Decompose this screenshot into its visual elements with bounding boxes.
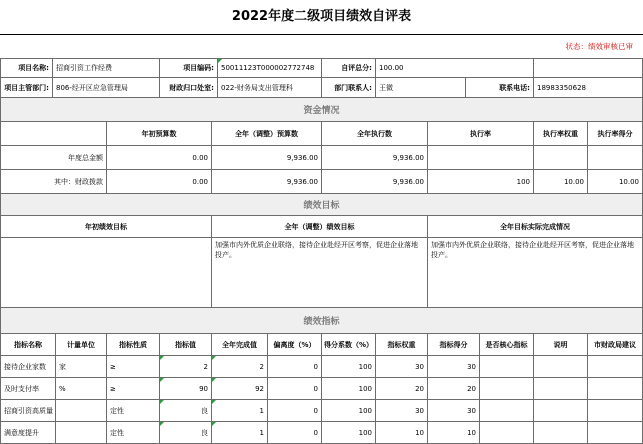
funds-cell: 9,936.00 (322, 146, 428, 170)
funds-header-rate-score: 执行率得分 (588, 122, 643, 146)
ind-advice-cell (588, 400, 643, 422)
ind-weight-cell: 30 (376, 400, 428, 422)
indicator-header-ind-coef: 得分系数（%） (322, 334, 376, 356)
indicator-header-ind-score: 指标得分 (428, 334, 480, 356)
project-name-value: 招商引资工作经费 (53, 58, 160, 78)
ind-note-cell (534, 378, 588, 400)
ind-coef-cell: 100 (322, 400, 376, 422)
ind-core-cell (480, 400, 534, 422)
ind-coef-cell: 100 (322, 356, 376, 378)
finance-label: 财政归口处室: (160, 78, 218, 98)
ind-score-cell: 10 (428, 422, 480, 444)
funds-header-blank (0, 122, 107, 146)
ind-name-cell: 招商引资高质量 (0, 400, 56, 422)
ind-name-cell: 及时支付率 (0, 378, 56, 400)
funds-cell: 9,936.00 (322, 170, 428, 194)
funds-header-rate-weight: 执行率权重 (534, 122, 588, 146)
ind-completed-cell: 1 (212, 422, 268, 444)
finance-value: 022-财务局支出管理科 (218, 78, 322, 98)
ind-core-cell (480, 422, 534, 444)
funds-cell: 10.00 (534, 170, 588, 194)
indicator-header-ind-advice: 市财政局建议 (588, 334, 643, 356)
ind-coef-cell: 100 (322, 422, 376, 444)
ind-name-cell: 满意度提升 (0, 422, 56, 444)
self-score-label: 自评总分: (322, 58, 376, 78)
ind-deviation-cell: 0 (268, 400, 322, 422)
contact-label: 部门联系人: (322, 78, 376, 98)
phone-value: 18983350628 (534, 78, 643, 98)
indicator-header-ind-weight: 指标权重 (376, 334, 428, 356)
ind-core-cell (480, 356, 534, 378)
ind-note-cell (534, 422, 588, 444)
funds-cell: 10.00 (588, 170, 643, 194)
indicator-header-ind-note: 说明 (534, 334, 588, 356)
ind-weight-cell: 20 (376, 378, 428, 400)
ind-completed-cell: 1 (212, 400, 268, 422)
ind-unit-cell: 家 (56, 356, 107, 378)
status-text: 状态：绩效审核已审 (565, 42, 633, 51)
ind-completed-cell: 2 (212, 356, 268, 378)
project-code-value: 50011123T000002772748 (218, 58, 322, 78)
ind-nature-cell: 定性 (107, 422, 160, 444)
indicator-header-ind-completed: 全年完成值 (212, 334, 268, 356)
funds-cell (534, 146, 588, 170)
ind-nature-cell: ≥ (107, 356, 160, 378)
goals-header-actual: 全年目标实际完成情况 (428, 216, 643, 238)
project-code-label: 项目编码: (160, 58, 218, 78)
ind-advice-cell (588, 422, 643, 444)
ind-score-cell: 30 (428, 356, 480, 378)
ind-name-cell: 接待企业家数 (0, 356, 56, 378)
funds-header-executed: 全年执行数 (322, 122, 428, 146)
indicator-header-ind-core: 是否核心指标 (480, 334, 534, 356)
ind-deviation-cell: 0 (268, 422, 322, 444)
ind-note-cell (534, 356, 588, 378)
indicators-section-header: 绩效指标 (0, 308, 643, 334)
info-blank-cell (534, 58, 643, 78)
ind-note-cell (534, 400, 588, 422)
ind-target-cell: 良 (160, 400, 212, 422)
ind-score-cell: 30 (428, 400, 480, 422)
funds-row-label: 其中：财政拨款 (0, 170, 107, 194)
page-title: 2022年度二级项目绩效自评表 (0, 0, 643, 35)
funds-cell (428, 146, 534, 170)
ind-nature-cell: 定性 (107, 400, 160, 422)
funds-cell: 0.00 (107, 146, 212, 170)
funds-header-exec-rate: 执行率 (428, 122, 534, 146)
ind-weight-cell: 10 (376, 422, 428, 444)
funds-header-adjusted-budget: 全年（调整）预算数 (212, 122, 322, 146)
ind-unit-cell (56, 400, 107, 422)
ind-unit-cell: % (56, 378, 107, 400)
ind-deviation-cell: 0 (268, 378, 322, 400)
goals-header-initial: 年初绩效目标 (0, 216, 212, 238)
self-score-value: 100.00 (376, 58, 534, 78)
goals-initial-value (0, 238, 212, 308)
ind-target-cell: 90 (160, 378, 212, 400)
goals-actual-value: 加强市内外优质企业联络，接待企业赴经开区考察，促进企业落地投产。 (428, 238, 643, 308)
funds-row-label: 年度总金额 (0, 146, 107, 170)
indicator-header-ind-target: 指标值 (160, 334, 212, 356)
funds-cell: 0.00 (107, 170, 212, 194)
funds-cell: 9,936.00 (212, 146, 322, 170)
ind-target-cell: 良 (160, 422, 212, 444)
funds-cell: 100 (428, 170, 534, 194)
indicator-header-ind-name: 指标名称 (0, 334, 56, 356)
ind-target-cell: 2 (160, 356, 212, 378)
project-name-label: 项目名称: (0, 58, 53, 78)
ind-completed-cell: 92 (212, 378, 268, 400)
funds-cell (588, 146, 643, 170)
goals-adjusted-value: 加强市内外优质企业联络，接待企业赴经开区考察，促进企业落地投产。 (212, 238, 428, 308)
dept-label: 项目主管部门: (0, 78, 53, 98)
ind-nature-cell: ≥ (107, 378, 160, 400)
ind-advice-cell (588, 378, 643, 400)
ind-deviation-cell: 0 (268, 356, 322, 378)
ind-unit-cell (56, 422, 107, 444)
dept-value: 806-经开区应急管理局 (53, 78, 160, 98)
ind-core-cell (480, 378, 534, 400)
indicator-header-ind-deviation: 偏离度（%） (268, 334, 322, 356)
funds-cell: 9,936.00 (212, 170, 322, 194)
ind-coef-cell: 100 (322, 378, 376, 400)
phone-label: 联系电话: (466, 78, 534, 98)
goals-header-adjusted: 全年（调整）绩效目标 (212, 216, 428, 238)
contact-value: 王微 (376, 78, 466, 98)
indicator-header-ind-nature: 指标性质 (107, 334, 160, 356)
funds-section-header: 资金情况 (0, 98, 643, 122)
indicator-header-ind-unit: 计量单位 (56, 334, 107, 356)
ind-weight-cell: 30 (376, 356, 428, 378)
ind-advice-cell (588, 356, 643, 378)
funds-header-initial-budget: 年初预算数 (107, 122, 212, 146)
ind-score-cell: 20 (428, 378, 480, 400)
goals-section-header: 绩效目标 (0, 194, 643, 216)
